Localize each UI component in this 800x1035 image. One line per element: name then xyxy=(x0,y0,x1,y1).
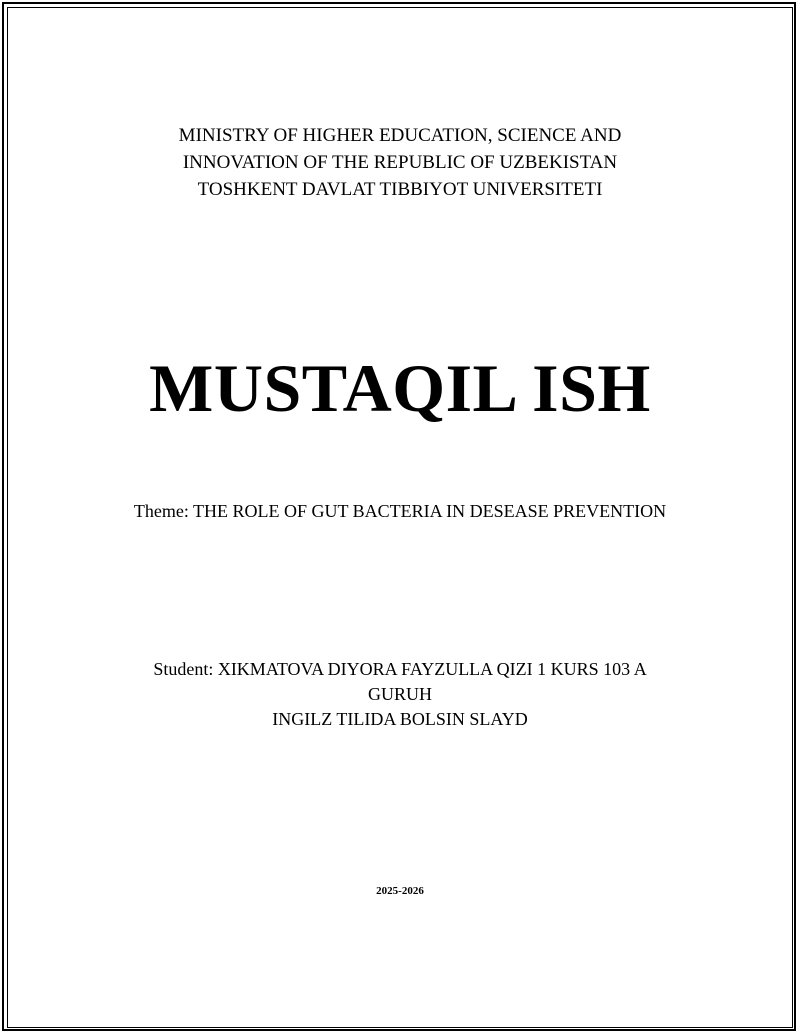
header-line-3: TOSHKENT DAVLAT TIBBIYOT UNIVERSITETI xyxy=(197,179,603,200)
header-line-2: INNOVATION OF THE REPUBLIC OF UZBEKISTAN xyxy=(182,152,618,173)
academic-year: 2025-2026 xyxy=(376,885,424,897)
student-line-3: INGILZ TILIDA BOLSIN SLAYD xyxy=(272,709,528,729)
student-line-2: GURUH xyxy=(367,684,432,704)
institution-header xyxy=(0,122,800,203)
header-line-1: MINISTRY OF HIGHER EDUCATION, SCIENCE AND xyxy=(178,125,622,146)
student-info xyxy=(0,657,800,732)
student-line-1: Student: XIKMATOVA DIYORA FAYZULLA QIZI 1 KURS 103 A xyxy=(153,659,647,679)
theme-line: Theme: THE ROLE OF GUT BACTERIA IN DESEASE PREVENTION xyxy=(133,501,667,521)
document-title: MUSTAQIL ISH xyxy=(149,350,651,426)
